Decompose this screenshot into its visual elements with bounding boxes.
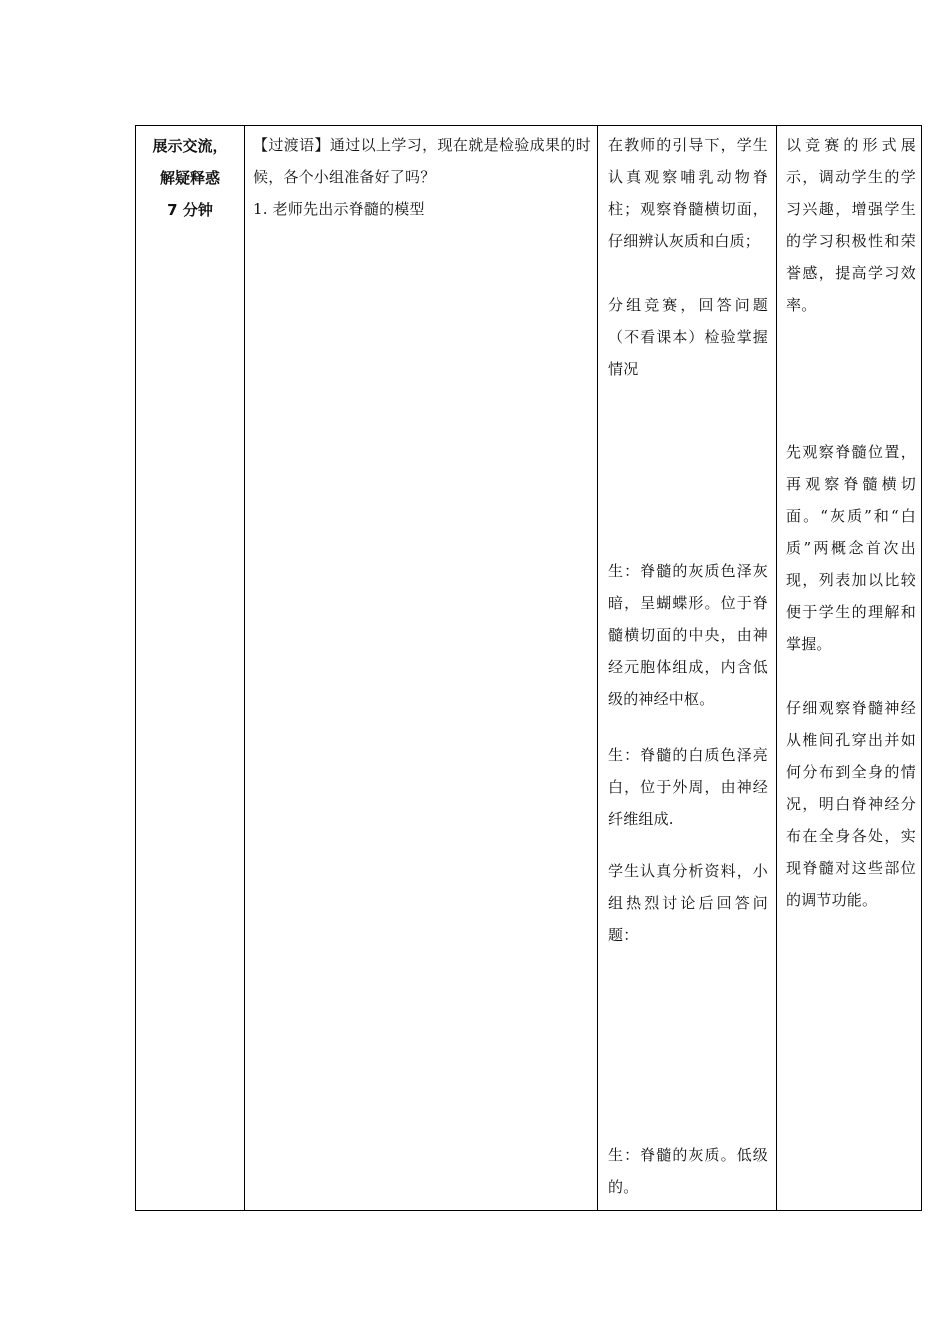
intent-text-observation: 先观察脊髓位置，再观察脊髓横切面。“灰质”和“白质”两概念首次出现，列表加以比较便于学生的理解和掌握。: [786, 443, 916, 653]
teacher-activity-column: [245, 126, 597, 1210]
stage-title-line2: 解疑释惑: [159, 169, 220, 187]
stage-title-line1: 展示交流，: [152, 137, 228, 155]
transition-text: 【过渡语】通过以上学习，现在就是检验成果的时候，各个小组准备好了吗？: [253, 136, 591, 186]
student-answer-white-matter: 生：脊髓的白质色泽亮白，位于外周，由神经纤维组成.: [608, 746, 768, 828]
stage-column: [136, 126, 244, 1210]
intent-text-competition: 以竞赛的形式展示，调动学生的学习兴趣，增强学生的学习积极性和荣誉感，提高学习效率。: [786, 136, 916, 314]
design-intent-column: [777, 126, 922, 1210]
student-text-discussion: 学生认真分析资料，小组热烈讨论后回答问题：: [608, 862, 768, 944]
intent-text-spinal-nerve: 仔细观察脊髓神经从椎间孔穿出并如何分布到全身的情况，明白脊神经分布在全身各处，实现脊髓对这些部位的调节功能。: [786, 699, 916, 909]
stage-duration: 7 分钟: [167, 201, 213, 219]
lesson-plan-table: [135, 125, 922, 1211]
student-text-compete: 分组竞赛，回答问题（不看课本）检验掌握情况: [608, 296, 768, 378]
student-answer-gray-matter: 生：脊髓的灰质色泽灰暗，呈蝴蝶形。位于脊髓横切面的中央，由神经元胞体组成，内含低级的神经中枢。: [608, 562, 768, 708]
student-text-observe: 在教师的引导下，学生认真观察哺乳动物脊柱；观察脊髓横切面，仔细辨认灰质和白质；: [608, 136, 768, 250]
student-activity-column: [598, 126, 776, 1210]
teacher-step-1: 1. 老师先出示脊髓的模型: [253, 200, 425, 218]
student-answer-final: 生：脊髓的灰质。低级的。: [608, 1146, 768, 1196]
